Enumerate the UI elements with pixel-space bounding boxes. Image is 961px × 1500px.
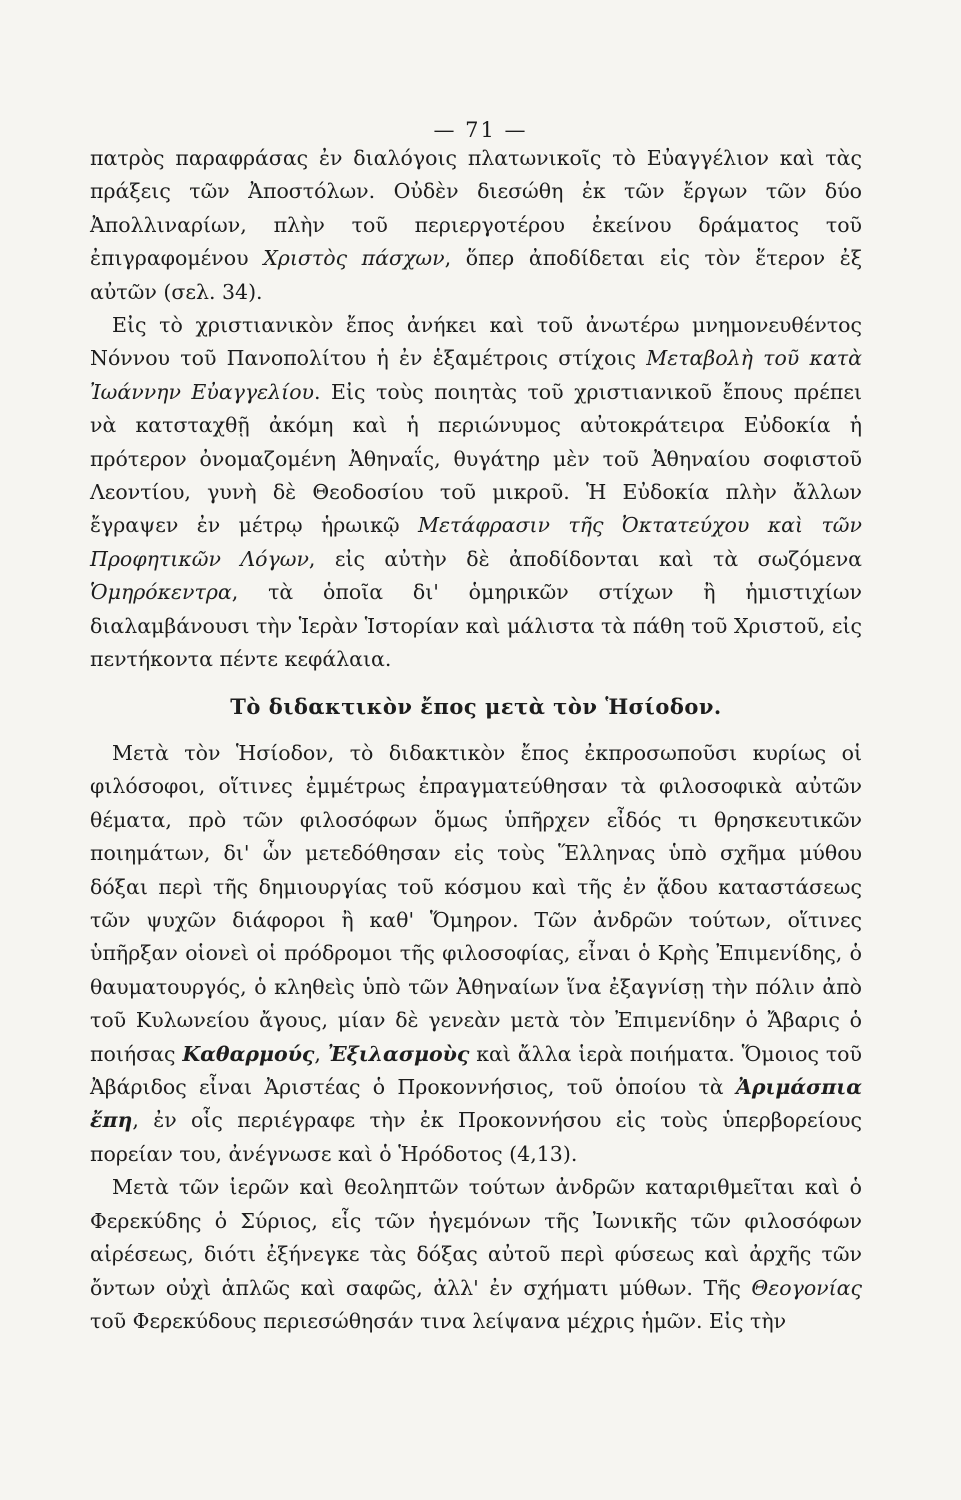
text-run: . Εἰς τοὺς ποιητὰς τοῦ χριστιανικοῦ ἔπους πρέπει νὰ κατσταχθῇ ἀκόμη καὶ ἡ περιώνυμος αὐτοκράτειρα Εὐδοκία ἡ πρότερον ὀνομαζομένη Ἀθηναΐς, θυγάτηρ μὲν τοῦ Ἀθηναίου σοφιστοῦ Λεοντίου, γυνὴ δὲ Θεοδοσίου τοῦ μικροῦ. Ἡ Εὐδοκία πλὴν ἄλλων ἔγραψεν ἐν μέτρῳ ἡρωικῷ bbox=[90, 379, 862, 538]
emphasized-title: Θεογονίας bbox=[751, 1275, 862, 1300]
text-run: , bbox=[314, 1041, 328, 1066]
emphasized-title: Ἀριμάσπια ἔπη bbox=[90, 1075, 862, 1133]
emphasized-title: Μετάφρασιν τῆς Ὀκτατεύχου καὶ τῶν Προφητικῶν Λόγων bbox=[90, 513, 862, 571]
emphasized-title: Ἐξιλασμοὺς bbox=[327, 1041, 470, 1066]
top-text-block bbox=[90, 142, 862, 677]
page-number: — 71 — bbox=[433, 118, 528, 142]
paragraph bbox=[90, 1171, 862, 1338]
emphasized-title: Ὁμηρόκεντρα bbox=[90, 580, 232, 605]
emphasized-title: Χριστὸς πάσχων bbox=[263, 246, 445, 271]
text-run: , ὅπερ ἀποδίδεται εἰς τὸν ἕτερον ἐξ αὐτῶν (σελ. 34). bbox=[90, 246, 862, 304]
text-run: , ἐν οἷς περιέγραφε τὴν ἐκ Προκοννήσου εἰς τοὺς ὑπερβορείους πορείαν του, ἀνέγνωσε καὶ ὁ Ἡρόδοτος (4,13). bbox=[90, 1108, 862, 1166]
text-run: , εἰς αὐτὴν δὲ ἀποδίδονται καὶ τὰ σωζόμενα bbox=[308, 546, 862, 571]
paragraph bbox=[90, 142, 862, 309]
text-run: πατρὸς παραφράσας ἐν διαλόγοις πλατωνικοῖς τὸ Εὐαγγέλιον καὶ τὰς πράξεις τῶν Ἀποστόλων. Οὐδὲν διεσώθη ἐκ τῶν ἔργων τῶν δύο Ἀπολλιναρίων, πλὴν τοῦ περιεργοτέρου ἐκείνου δράματος τοῦ ἐπιγραφομένου bbox=[90, 146, 862, 271]
text-run: Μετὰ τὸν Ἡσίοδον, τὸ διδακτικὸν ἔπος ἐκπροσωποῦσι κυρίως οἱ φιλόσοφοι, οἵτινες ἐμμέτρως ἐπραγματεύθησαν τὰ φιλοσοφικὰ αὐτῶν θέματα, πρὸ τῶν φιλοσόφων ὅμως ὑπῆρχεν εἶδός τι θρησκευτικῶν ποιημάτων, δι' ὧν μετεδόθησαν εἰς τοὺς Ἕλληνας ὑπὸ σχῆμα μύθου δόξαι περὶ τῆς δημιουργίας τοῦ κόσμου καὶ τῆς ἐν ᾅδου καταστάσεως τῶν ψυχῶν διάφοροι ἢ καθ' Ὅμηρον. Τῶν ἀνδρῶν τούτων, οἵτινες ὑπῆρξαν οἱονεὶ οἱ πρόδρομοι τῆς φιλοσοφίας, εἶναι ὁ Κρὴς Ἐπιμενίδης, ὁ θαυματουργός, ὁ κληθεὶς ὑπὸ τῶν Ἀθηναίων ἵνα ἐξαγνίσῃ τὴν πόλιν ἀπὸ τοῦ Κυλωνείου ἄγους, μίαν δὲ γενεὰν μετὰ τὸν Ἐπιμενίδην ὁ Ἄβαρις ὁ ποιήσας bbox=[90, 741, 862, 1066]
paragraph bbox=[90, 737, 862, 1171]
text-run: Εἰς τὸ χριστιανικὸν ἔπος ἀνήκει καὶ τοῦ ἀνωτέρω μνημονευθέντος Νόννου τοῦ Πανοπολίτου ἡ ἐν ἑξαμέτροις στίχοις bbox=[90, 313, 862, 371]
text-run: καὶ ἄλλα ἱερὰ ποιήματα. Ὅμοιος τοῦ Ἀβάριδος εἶναι Ἀριστέας ὁ Προκοννήσιος, τοῦ ὁποίου τὰ bbox=[90, 1041, 862, 1100]
emphasized-title: Καθαρμούς bbox=[182, 1041, 315, 1066]
bottom-text-block bbox=[90, 737, 862, 1338]
paragraph bbox=[90, 309, 862, 676]
section-heading: Τὸ διδακτικὸν ἔπος μετὰ τὸν Ἡσίοδον. bbox=[230, 694, 722, 719]
text-run: τοῦ Φερεκύδους περιεσώθησάν τινα λείψανα μέχρις ἡμῶν. Εἰς τὴν bbox=[90, 1308, 787, 1333]
emphasized-title: Μεταβολὴ τοῦ κατὰ Ἰωάννην Εὐαγγελίου bbox=[90, 346, 862, 404]
text-run: , τὰ ὁποῖα δι' ὁμηρικῶν στίχων ἢ ἡμιστιχίων διαλαμβάνουσι τὴν Ἱερὰν Ἱστορίαν καὶ μάλιστα τὰ πάθη τοῦ Χριστοῦ, εἰς πεντήκοντα πέντε κεφάλαια. bbox=[90, 580, 862, 672]
text-run: Μετὰ τῶν ἱερῶν καὶ θεοληπτῶν τούτων ἀνδρῶν καταριθμεῖται καὶ ὁ Φερεκύδης ὁ Σύριος, εἷς τῶν ἡγεμόνων τῆς Ἰωνικῆς τῶν φιλοσόφων αἱρέσεως, διότι ἐξήνεγκε τὰς δόξας αὐτοῦ περὶ φύσεως καὶ ἀρχῆς τῶν ὄντων οὐχὶ ἁπλῶς καὶ σαφῶς, ἀλλ' ἐν σχήματι μύθων. Τῆς bbox=[90, 1175, 862, 1300]
